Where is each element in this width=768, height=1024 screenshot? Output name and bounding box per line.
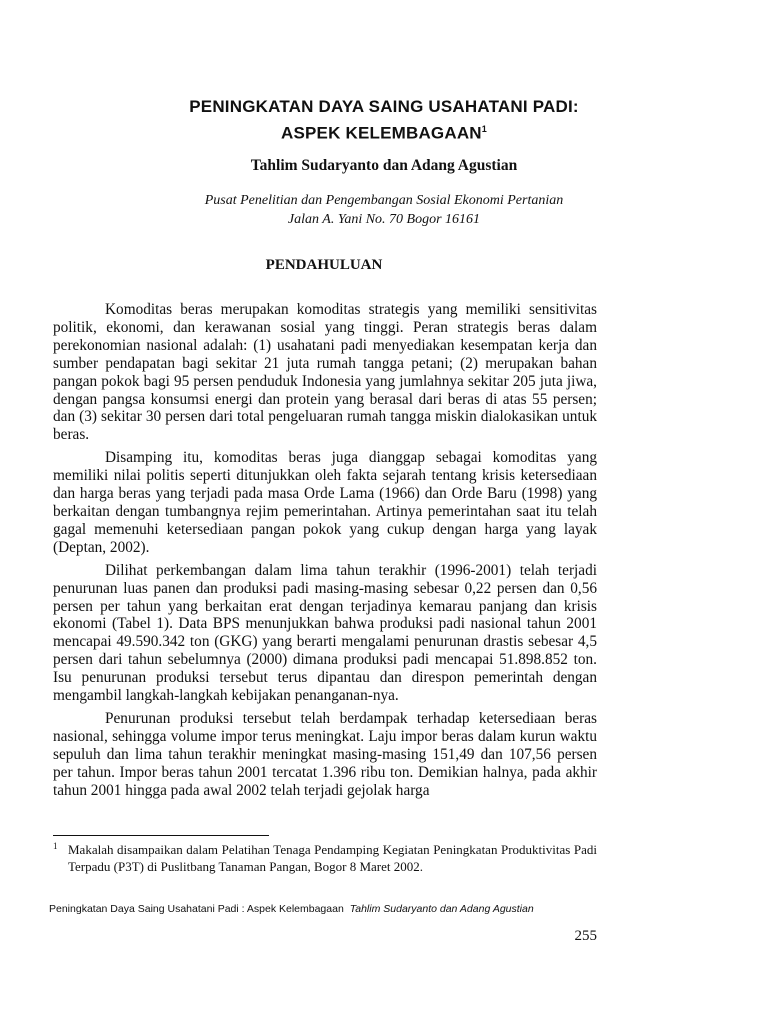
footnote-divider <box>53 835 269 836</box>
affiliation-line-2: Jalan A. Yani No. 70 Bogor 16161 <box>287 212 481 227</box>
authors: Tahlim Sudaryanto dan Adang Agustian <box>250 157 518 174</box>
title-line-1: PENINGKATAN DAYA SAING USAHATANI PADI: <box>189 97 579 116</box>
page-number: 255 <box>574 928 597 944</box>
footer-title: Peningkatan Daya Saing Usahatani Padi : Aspek Kelembagaan <box>49 903 344 915</box>
paragraph: Dilihat perkembangan dalam lima tahun terakhir (1996-2001) telah terjadi penurunan luas panen dan produksi padi masing-masing sebesar 0,22 persen dan 0,56 persen per tahun yang berkaitan erat dengan terjadinya kemarau panjang dan krisis ekonomi (Tabel 1). Data BPS menunjukkan bahwa produksi padi nasional tahun 2001 mencapai 49.590.342 ton (GKG) yang berarti mengalami penurunan drastis sebesar 4,5 persen dari tahun sebelumnya (2000) dimana produksi padi mencapai 51.898.852 ton. Isu penurunan produksi tersebut terus dipantau dan direspon pemerintah dengan mengambil langkah-langkah kebijakan penanganan-nya. <box>53 561 597 705</box>
footnote <box>53 841 597 875</box>
title-line-2 <box>0 118 768 145</box>
footer-authors: Tahlim Sudaryanto dan Adang Agustian <box>349 903 534 915</box>
paper-title <box>0 96 768 145</box>
affiliation-line-1: Pusat Penelitian dan Pengembangan Sosial Ekonomi Pertanian <box>204 193 564 208</box>
affiliation <box>0 191 768 229</box>
paragraph: Penurunan produksi tersebut telah berdampak terhadap ketersediaan beras nasional, sehingga volume impor terus meningkat. Laju impor beras dalam kurun waktu sepuluh dan lima tahun terakhir meningkat masing-masing 151,49 dan 107,56 persen per tahun. Impor beras tahun 2001 tercatat 1.396 ribu ton. Demikian halnya, pada akhir tahun 2001 hingga pada awal 2002 telah terjadi gejolak harga <box>53 709 597 799</box>
footnote-mark: 1 <box>53 841 58 851</box>
title-line-2-text: ASPEK KELEMBAGAAN <box>280 123 482 143</box>
section-heading: PENDAHULUAN <box>265 257 383 273</box>
footnote-text: Makalah disampaikan dalam Pelatihan Tenaga Pendamping Kegiatan Peningkatan Produktivitas Padi Terpadu (P3T) di Puslitbang Tanaman Pangan, Bogor 8 Maret 2002. <box>68 842 597 874</box>
paragraph: Disamping itu, komoditas beras juga dianggap sebagai komoditas yang memiliki nilai politis seperti ditunjukkan oleh fakta sejarah tentang krisis ketersediaan dan harga beras yang terjadi pada masa Orde Lama (1966) dan Orde Baru (1998) yang berkaitan dengan tumbangnya rejim pemerintahan. Artinya pemerintahan saat itu telah gagal memenuhi ketersediaan pangan pokok yang cukup dengan harga yang layak (Deptan, 2002). <box>53 449 597 556</box>
running-footer <box>49 902 609 916</box>
title-footnote-ref: 1 <box>481 124 488 134</box>
paragraph: Komoditas beras merupakan komoditas strategis yang memiliki sensitivitas politik, ekonomi, dan kerawanan sosial yang tinggi. Peran strategis beras dalam perekonomian nasional adalah: (1) usahatani padi menyediakan kesempatan kerja dan sumber pendapatan bagi sekitar 21 juta rumah tangga petani; (2) merupakan bahan pangan pokok bagi 95 persen penduduk Indonesia yang jumlahnya sekitar 205 juta jiwa, dengan pangsa konsumsi energi dan protein yang berasal dari beras di atas 55 persen; dan (3) sekitar 30 persen dari total pengeluaran rumah tangga miskin dialokasikan untuk beras. <box>53 301 597 444</box>
body-text <box>53 301 597 804</box>
